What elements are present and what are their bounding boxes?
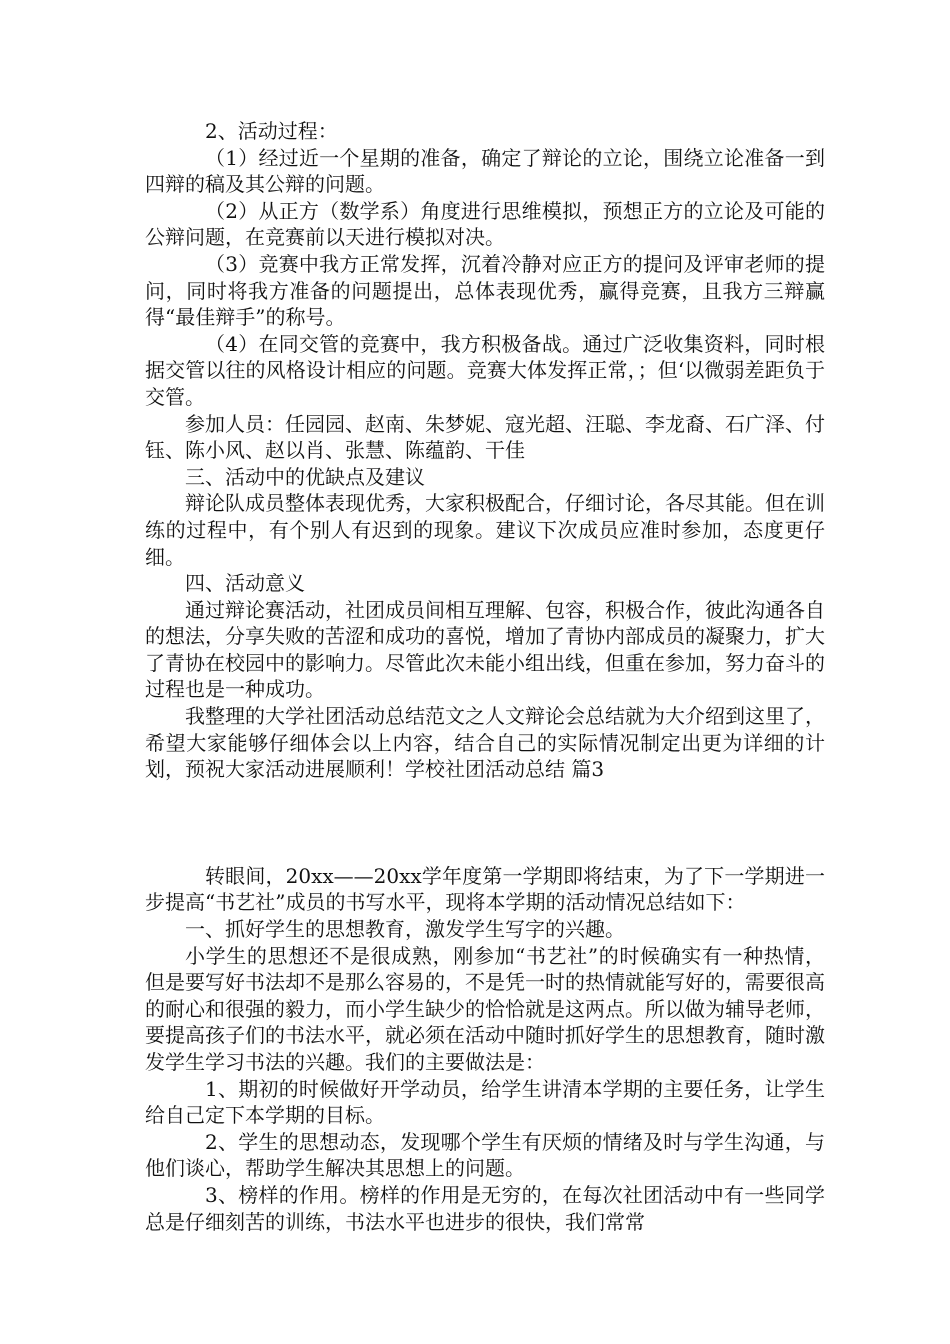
method-item-3: 3、榜样的作用。榜样的作用是无穷的，在每次社团活动中有一些同学总是仔细刻苦的训练，书法水平也进步的很快，我们常常 <box>145 1182 825 1234</box>
method-item-1: 1、期初的时候做好开学动员，给学生讲清本学期的主要任务，让学生给自己定下本学期的目标。 <box>145 1076 825 1128</box>
section-heading-3: 三、活动中的优缺点及建议 <box>185 464 425 489</box>
process-heading: 2、活动过程： <box>205 119 338 143</box>
section-gap <box>145 783 825 863</box>
process-step-1: （1）经过近一个星期的准备，确定了辩论的立论，围绕立论准备一到四辩的稿及其公辩的问题。 <box>145 145 825 197</box>
method-item-2: 2、学生的思想动态，发现哪个学生有厌烦的情绪及时与学生沟通，与他们谈心，帮助学生解决其思想上的问题。 <box>145 1129 825 1181</box>
process-step-4: （4）在同交管的竞赛中，我方积极备战。通过广泛收集资料，同时根据交管以往的风格设计相应的问题。竞赛大体发挥正常，；但‘以微弱差距负于交管。 <box>145 331 825 409</box>
members-paragraph: 参加人员：任园园、赵南、朱梦妮、寇光超、汪聪、李龙裔、石广泽、付钰、陈小风、赵以肖、张慧、陈蕴韵、干佳 <box>145 411 825 463</box>
thought-paragraph: 小学生的思想还不是很成熟，刚参加“书艺社”的时候确实有一种热情，但是要写好书法却不是那么容易的，不是凭一时的热情就能写好的，需要很高的耐心和很强的毅力，而小学生缺少的恰恰就是这两点。所以做为辅导老师，要提高孩子们的书法水平，就必须在活动中随时抓好学生的思想教育，随时激发学生学习书法的兴趣。我们的主要做法是： <box>145 943 825 1074</box>
closing-paragraph: 我整理的大学社团活动总结范文之人文辩论会总结就为大介绍到这里了，希望大家能够仔细体会以上内容，结合自己的实际情况制定出更为详细的计划，预祝大家活动进展顺利！学校社团活动总结 篇3 <box>145 704 825 782</box>
process-step-3: （3）竞赛中我方正常发挥，沉着冷静对应正方的提问及评审老师的提问，同时将我方准备的问题提出，总体表现优秀，赢得竞赛，且我方三辩赢得“最佳辩手”的称号。 <box>145 251 825 330</box>
document-page <box>145 118 825 1235</box>
intro-paragraph: 转眼间，20xx——20xx学年度第一学期即将结束，为了下一学期进一步提高“书艺社”成员的书写水平，现将本学期的活动情况总结如下： <box>145 863 825 915</box>
meaning-paragraph: 通过辩论赛活动，社团成员间相互理解、包容，积极合作，彼此沟通各自的想法，分享失败的苦涩和成功的喜悦，增加了青协内部成员的凝聚力，扩大了青协在校园中的影响力。尽管此次未能小组出线，但重在参加，努力奋斗的过程也是一种成功。 <box>145 597 825 702</box>
section-heading-4: 四、活动意义 <box>185 571 305 596</box>
section-heading-1: 一、抓好学生的思想教育，激发学生写字的兴趣。 <box>185 917 625 942</box>
merits-paragraph: 辩论队成员整体表现优秀，大家积极配合，仔细讨论，各尽其能。但在训练的过程中，有个别人有迟到的现象。建议下次成员应准时参加，态度更仔细。 <box>145 491 825 569</box>
process-step-2: （2）从正方（数学系）角度进行思维模拟，预想正方的立论及可能的公辩问题，在竞赛前以天进行模拟对决。 <box>145 198 825 250</box>
